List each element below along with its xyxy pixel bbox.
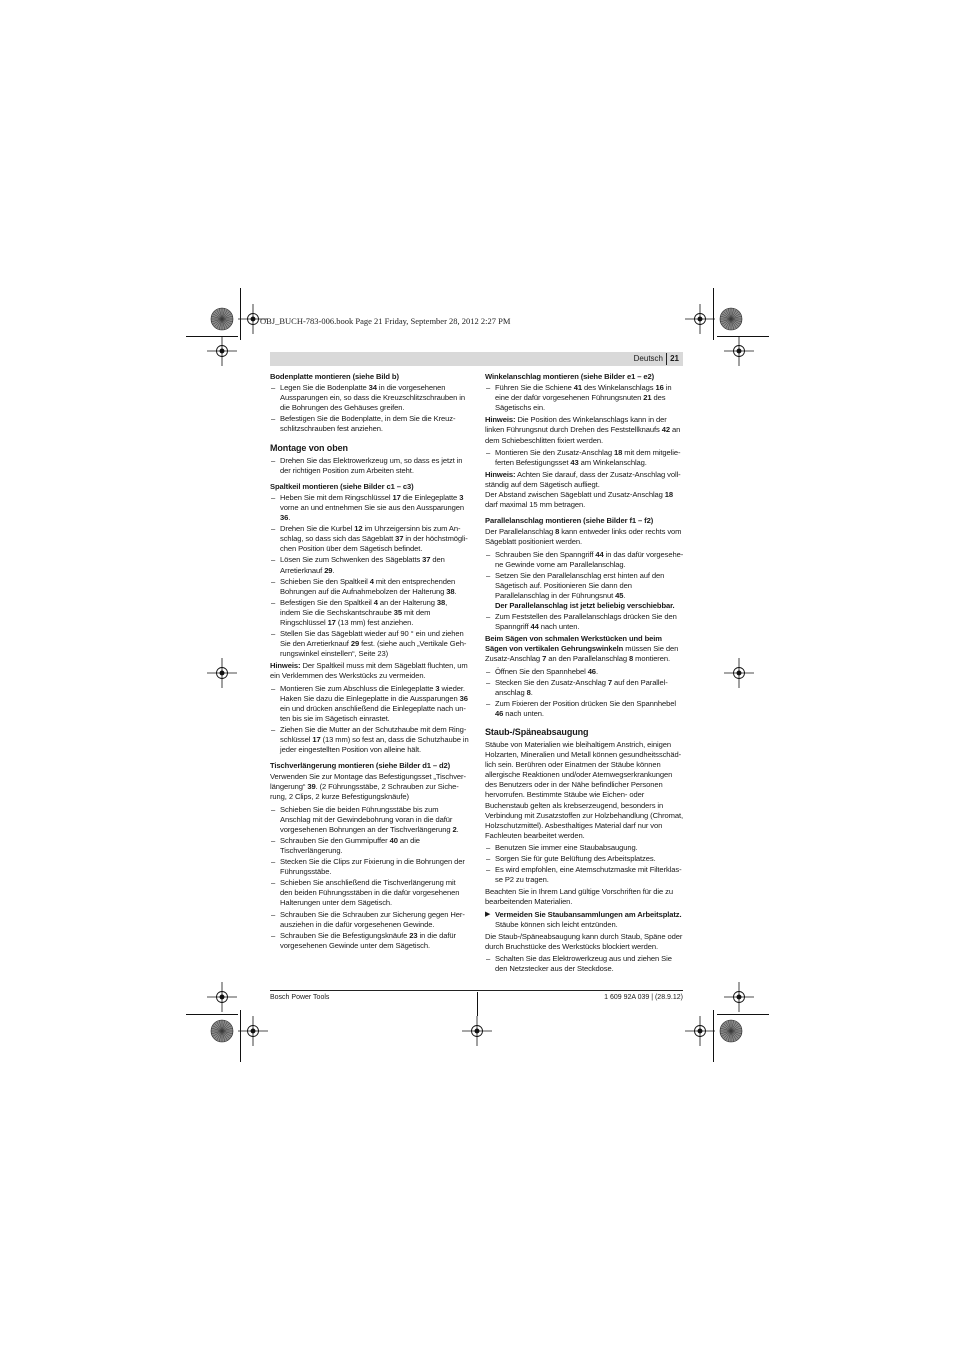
text-run: Schrauben Sie die Befestigungsknäufe [280, 930, 410, 940]
dash-marker: – [486, 953, 491, 963]
reference-number: 44 [530, 622, 539, 632]
hint-label: Hinweis: [485, 415, 516, 425]
text-run: Verwenden Sie zur Montage das Befestigungsset „Tischverlängerung“ [270, 772, 466, 792]
dash-list [485, 550, 684, 633]
text-run: in die vorgesehenen Aussparungen ein, so dass die Kreuzschlitzschrauben in die Bohrungen des Gehäuses greifen. [280, 383, 465, 413]
text-run: Drehen Sie die Kurbel [280, 524, 355, 534]
reference-number: 21 [643, 393, 652, 403]
right-column [485, 372, 684, 976]
crop-mark [717, 1014, 769, 1015]
dash-marker: – [486, 549, 491, 559]
text-run: an der Halterung [377, 597, 437, 607]
reference-number: 39 [307, 782, 316, 792]
dash-list [270, 805, 469, 951]
text-run: ein und drücken anschließend die Einlegeplatte nach unten bis sie im Sägetisch einrastet. [280, 703, 466, 723]
color-target-icon [714, 1014, 748, 1048]
list-item [485, 550, 684, 570]
text-run: . [456, 824, 459, 834]
dash-marker: – [486, 447, 491, 457]
text-run: Schrauben Sie den Gummipuffer [280, 835, 390, 845]
crop-mark [186, 336, 238, 337]
dash-marker: – [271, 629, 276, 639]
dash-list [270, 383, 469, 434]
list-item [485, 678, 684, 698]
list-item [485, 954, 684, 974]
dash-list [485, 448, 684, 468]
text-run: . (2 Führungsstäbe, 2 Schrauben zur Sicherung, 2 Clips, 2 kurze Befestigungsknäufe) [270, 782, 459, 802]
warning-bold: Vermeiden Sie Staubansammlungen am Arbeitsplatz. [495, 909, 682, 919]
dash-marker: – [271, 455, 276, 465]
dash-marker: – [271, 576, 276, 586]
dash-marker: – [271, 878, 276, 888]
paragraph: Die Staub-/Späneabsaugung kann durch Staub, Späne oder durch Bruchstücke des Werkstücks blockiert werden. [485, 931, 683, 951]
reference-number: 34 [368, 383, 377, 393]
text-run: fest. (siehe auch „Vertikale Gehrungswinkel einstellen“, Seite 23) [280, 639, 467, 659]
text-run: Legen Sie die Bodenplatte [280, 383, 369, 393]
dash-marker: – [271, 804, 276, 814]
text-run: Der Abstand zwischen Sägeblatt und Zusatz-Anschlag [485, 490, 665, 500]
section-heading: Bodenplatte montieren (siehe Bild b) [270, 372, 399, 381]
text-run: müssen Sie den Zusatz-Anschlag [485, 644, 679, 664]
reference-number: 4 [369, 576, 374, 586]
dash-marker: – [486, 698, 491, 708]
book-slug: OBJ_BUCH-783-006.book Page 21 Friday, September 28, 2012 2:27 PM [260, 316, 511, 326]
text-run: Öffnen Sie den Spannhebel [495, 666, 588, 676]
text-run: vorne an und entnehmen Sie sie aus den Aussparungen [280, 502, 465, 512]
section-heading: Spaltkeil montieren (siehe Bilder c1 – c3) [270, 481, 414, 491]
list-item [270, 684, 469, 724]
dash-list [485, 954, 684, 974]
text-run: an die Tischverlängerung. [280, 835, 420, 855]
warning-text: Stäube können sich leicht entzünden. [495, 919, 618, 929]
reference-number: 17 [327, 617, 336, 627]
list-item [485, 383, 684, 413]
reference-number: 12 [354, 524, 363, 534]
dash-marker: – [271, 555, 276, 565]
text-run: mit dem mitgelieferten Befestigungsset [495, 447, 681, 467]
dash-marker: – [486, 842, 491, 852]
dash-marker: – [486, 854, 491, 864]
list-item [270, 456, 469, 476]
text-run: Es wird empfohlen, eine Atemschutzmaske mit Filterklasse P2 zu tragen. [495, 865, 682, 885]
registration-mark-icon [683, 302, 717, 336]
text-run: an dem Schiebeschlitten fixiert werden. [485, 425, 681, 445]
dash-marker: – [271, 835, 276, 845]
text-run: . [530, 687, 533, 697]
paragraph [485, 634, 684, 664]
hint-label: Hinweis: [485, 469, 516, 479]
text-run: in der höchstmöglichen Position über dem Sägetisch befindet. [280, 534, 468, 554]
list-item [270, 493, 469, 523]
text-run: Lösen Sie zum Schwenken des Sägeblatts [280, 555, 423, 565]
crop-mark [186, 1014, 238, 1015]
list-item [485, 571, 684, 611]
reference-number: 45 [615, 590, 624, 600]
crop-mark [717, 336, 769, 337]
text-run: des Winkelanschlags [582, 383, 656, 393]
reference-number: 43 [570, 457, 579, 467]
dash-marker: – [271, 414, 276, 424]
hint-label: Hinweis: [270, 661, 301, 671]
text-run: , indem Sie die Sechskantschraube [280, 597, 448, 617]
text-run: . [623, 590, 626, 600]
paragraph: Stäube von Materialien wie bleihaltigem Anstrich, einigen Holzarten, Mineralien und Metall können gesundheitsschädlich sein. Berühren oder Einatmen der Stäube können allergische Reaktionen und/oder Atemwegserkrankungen des Benutzers oder in der Nähe befindlicher Personen hervorrufen. Bestimmte Stäube wie Eichen- oder Buchenstaub gelten als krebserzeugend, besonders in Verbindung mit Zusatzstoffen zur Holzbehandlung (Chromat, Holzschutzmittel). Asbesthaltiges Material darf nur von Fachleuten bearbeitet werden. [485, 740, 684, 840]
dash-marker: – [271, 857, 276, 867]
section-heading: Winkelanschlag montieren (siehe Bilder e1 – e2) [485, 372, 655, 381]
text-run: Benutzen Sie immer eine Staubabsaugung. [495, 842, 638, 852]
text-run: wieder. Haken Sie dazu die Einlegeplatte in die Aussparungen [280, 683, 465, 703]
list-item [270, 805, 469, 835]
reference-number: 23 [409, 930, 418, 940]
text-run: kann entweder links oder rechts vom Sägeblatt positioniert werden. [485, 527, 682, 547]
registration-mark-icon [205, 980, 239, 1014]
dash-marker: – [271, 524, 276, 534]
text-run: Der Parallelanschlag [485, 527, 556, 537]
dash-marker: – [271, 909, 276, 919]
page-number: 21 [670, 354, 679, 363]
text-run: . [288, 513, 291, 523]
paragraph: Beachten Sie in Ihrem Land gültige Vorschriften für die zu bearbeitenden Materialien. [485, 887, 673, 907]
text-run: Montieren Sie den Zusatz-Anschlag [495, 447, 615, 457]
text-run: in eine der dafür vorgesehenen Führungsnuten [495, 383, 672, 403]
list-item [485, 843, 684, 853]
list-item [270, 725, 469, 755]
dash-list [485, 667, 684, 719]
crop-mark [713, 1010, 714, 1062]
registration-mark-icon [205, 334, 239, 368]
text-run: in die dafür vorgesehenen Gewinde unter dem Sägetisch. [280, 930, 456, 950]
text-run: Drehen Sie das Elektrowerkzeug um, so dass es jetzt in der richtigen Position zum Arbeiten steht. [280, 455, 463, 475]
text-run: Schieben Sie anschließend die Tischverlängerung mit den beiden Führungsstäben in die dafür vorgesehenen Halterungen unter dem Sägetisch. [280, 878, 460, 908]
dash-marker: – [271, 597, 276, 607]
text-run: Achten Sie darauf, dass der Zusatz-Anschlag vollständig auf dem Sägetisch aufliegt. [485, 469, 681, 489]
reference-number: 38 [436, 597, 446, 607]
text-run: Setzen Sie den Parallelanschlag erst hinten auf den Sägetisch auf. Positionieren Sie dann den Parallelanschlag in der Führungsnut [495, 570, 665, 600]
dash-marker: – [486, 570, 491, 580]
reference-number: 8 [628, 654, 634, 664]
dash-marker: – [271, 492, 276, 502]
list-item [270, 555, 469, 575]
reference-number: 3 [435, 683, 440, 693]
text-run: Zum Fixieren der Position drücken Sie den Spannhebel [495, 698, 676, 708]
reference-number: 35 [393, 607, 402, 617]
footer-rule [270, 990, 683, 991]
reference-number: 29 [324, 565, 333, 575]
dash-marker: – [486, 612, 491, 622]
reference-number: 37 [422, 555, 431, 565]
color-target-icon [205, 1014, 239, 1048]
text-run: Sorgen Sie für gute Belüftung des Arbeitsplatzes. [495, 854, 656, 864]
reference-number: 18 [614, 447, 623, 457]
reference-number: 40 [389, 835, 398, 845]
reference-number: 42 [661, 425, 670, 435]
text-run: den Arretierknauf [280, 555, 445, 575]
text-run: Stellen Sie das Sägeblatt wieder auf 90 ° ein und ziehen Sie den Arretierknauf [280, 629, 464, 649]
crop-mark [477, 992, 478, 1016]
registration-mark-icon [460, 1014, 494, 1048]
warning-item [485, 910, 684, 930]
dash-marker: – [486, 383, 491, 393]
crop-mark [240, 1010, 241, 1062]
reference-number: 46 [495, 708, 504, 718]
left-column [270, 372, 469, 953]
footer-docnum: 1 609 92A 039 | (28.9.12) [604, 994, 683, 1001]
reference-number: 7 [607, 677, 613, 687]
reference-number: 44 [595, 549, 604, 559]
dash-marker: – [486, 666, 491, 676]
hint-text [485, 415, 680, 444]
list-item [270, 910, 469, 930]
reference-number: Der Parallelanschlag ist jetzt beliebig verschiebbar. [495, 600, 675, 610]
text-run: Schrauben Sie den Spanngriff [495, 549, 596, 559]
text-run: Schrauben Sie die Schrauben zur Sicherung gegen Herausziehen in die dafür vorgesehenen Gewinde. [280, 909, 465, 929]
text-run: Befestigen Sie den Spaltkeil [280, 597, 374, 607]
text-run: die Einlegeplatte [400, 492, 460, 502]
dash-marker: – [486, 677, 491, 687]
dash-list [270, 684, 469, 756]
text-run: Befestigen Sie die Bodenplatte, in dem Sie die Kreuzschlitzschrauben fest anziehen. [280, 414, 456, 434]
text-run: nach unten. [503, 708, 544, 718]
registration-mark-icon [722, 656, 756, 690]
crop-mark [240, 288, 241, 340]
text-run: Schieben Sie den Spaltkeil [280, 576, 370, 586]
text-run: . [595, 666, 598, 676]
text-run: im Uhrzeigersinn bis zum Anschlag, so dass sich das Sägeblatt [280, 524, 461, 544]
reference-number: 2 [452, 824, 457, 834]
hint-text: Der Spaltkeil muss mit dem Sägeblatt fluchten, um ein Verklemmen des Werkstücks zu vermeiden. [270, 661, 468, 681]
dash-list [485, 843, 684, 885]
text-run: Montieren Sie zum Abschluss die Einlegeplatte [280, 683, 436, 693]
list-item [485, 667, 684, 677]
list-item [270, 836, 469, 856]
paragraph [485, 527, 684, 547]
hint-text [485, 470, 681, 489]
color-target-icon [205, 302, 239, 336]
text-run: (13 mm) fest anziehen. [335, 617, 414, 627]
list-item [485, 854, 684, 864]
reference-number: 36 [280, 513, 289, 523]
list-item [270, 629, 469, 659]
list-item [270, 857, 469, 877]
hint-paragraph [485, 470, 684, 490]
text-run: Zum Feststellen des Parallelanschlags drücken Sie den Spanngriff [495, 612, 677, 632]
reference-number: 37 [395, 534, 404, 544]
reference-number: 18 [664, 490, 674, 500]
reference-number: 41 [573, 383, 583, 393]
reference-number: 29 [350, 639, 360, 649]
list-item [270, 383, 469, 413]
reference-number: 3 [459, 492, 464, 502]
text-run: in das dafür vorgesehene Gewinde vorne am Parallelanschlag. [495, 549, 684, 569]
section-heading: Staub-/Späneabsaugung [485, 727, 589, 737]
dash-list [270, 456, 469, 476]
text-run: Schieben Sie die beiden Führungsstäbe bis zum Anschlag mit der Gewindebohrung voran in die dafür vorgesehenen Bohrungen an der Tischverlängerung [280, 804, 453, 834]
paragraph [270, 772, 469, 802]
text-run: Stecken Sie die Clips zur Fixierung in die Bohrungen der Führungsstäbe. [280, 857, 465, 877]
list-item [270, 598, 469, 628]
text-run: darf maximal 15 mm betragen. [485, 500, 586, 510]
section-heading: Montage von oben [270, 442, 348, 453]
dash-marker: – [486, 865, 491, 875]
text-run: Die Position des Winkelanschlags kann in der linken Führungsnut durch Drehen des Feststellknaufs [485, 415, 667, 435]
dash-marker: – [271, 383, 276, 393]
hint-paragraph [485, 415, 684, 445]
registration-mark-icon [722, 334, 756, 368]
list-item [485, 612, 684, 632]
text-run: Heben Sie mit dem Ringschlüssel [280, 492, 393, 502]
reference-number: 17 [392, 492, 401, 502]
bold-lead: Beim Sägen von schmalen Werkstücken und beim Sägen von vertikalen Gehrungswinkeln [485, 634, 662, 654]
list-item [485, 699, 684, 719]
text-run: Führen Sie die Schiene [495, 383, 574, 393]
reference-number: 36 [459, 693, 468, 703]
list-item [485, 448, 684, 468]
text-run: . [332, 565, 335, 575]
hint-paragraph [270, 661, 469, 681]
registration-mark-icon [236, 1014, 270, 1048]
dash-marker: – [271, 724, 276, 734]
header-separator [666, 353, 667, 365]
list-item [270, 931, 469, 951]
section-heading: Parallelanschlag montieren (siehe Bilder f1 – f2) [485, 516, 654, 526]
text-run: am Winkelanschlag. [578, 457, 647, 467]
dash-list [270, 493, 469, 660]
text-run: Ziehen Sie die Mutter an der Schutzhaube mit dem Ringschlüssel [280, 724, 467, 744]
arrow-icon: ▶ [485, 910, 491, 918]
reference-number: 4 [373, 597, 378, 607]
text-run: Schalten Sie das Elektrowerkzeug aus und ziehen Sie den Netzstecker aus der Steckdose. [495, 953, 672, 973]
text-run: an den Parallelanschlag [546, 654, 629, 664]
text-run: des Sägetischs ein. [495, 393, 666, 413]
dash-marker: – [271, 683, 276, 693]
reference-number: 8 [555, 527, 560, 537]
text-run: nach unten. [538, 622, 580, 632]
text-run: auf den Parallelanschlag [495, 677, 668, 697]
list-item [485, 865, 684, 885]
registration-mark-icon [683, 1014, 717, 1048]
reference-number: 8 [526, 687, 531, 697]
footer-brand: Bosch Power Tools [270, 994, 330, 1001]
color-target-icon [714, 302, 748, 336]
dash-marker: – [271, 930, 276, 940]
registration-mark-icon [205, 656, 239, 690]
text-run: mit dem Ringschlüssel [280, 607, 431, 627]
text-run: (13 mm) so fest an, dass die Schutzhaube in jeder eingestellten Position von alleine hält. [280, 735, 469, 755]
section-heading: Tischverlängerung montieren (siehe Bilder d1 – d2) [270, 761, 451, 771]
crop-mark [713, 288, 714, 340]
text-run: montieren. [633, 654, 670, 664]
page-header [270, 352, 683, 366]
reference-number: 16 [655, 383, 664, 393]
reference-number: 17 [312, 735, 321, 744]
list-item [270, 414, 469, 434]
list-item [270, 577, 469, 597]
paragraph [485, 490, 684, 510]
dash-list [485, 383, 684, 413]
list-item [270, 524, 469, 554]
header-language: Deutsch [633, 354, 663, 363]
text-run: Stecken Sie den Zusatz-Anschlag [495, 677, 608, 687]
reference-number: 38 [446, 586, 455, 596]
registration-mark-icon [722, 980, 756, 1014]
text-run: . [454, 586, 457, 596]
reference-number: 7 [542, 654, 547, 664]
list-item [270, 878, 469, 908]
reference-number: 46 [587, 666, 596, 676]
text-run: mit den entsprechenden Bohrungen auf die Aufnahmebolzen der Halterung [280, 576, 456, 596]
